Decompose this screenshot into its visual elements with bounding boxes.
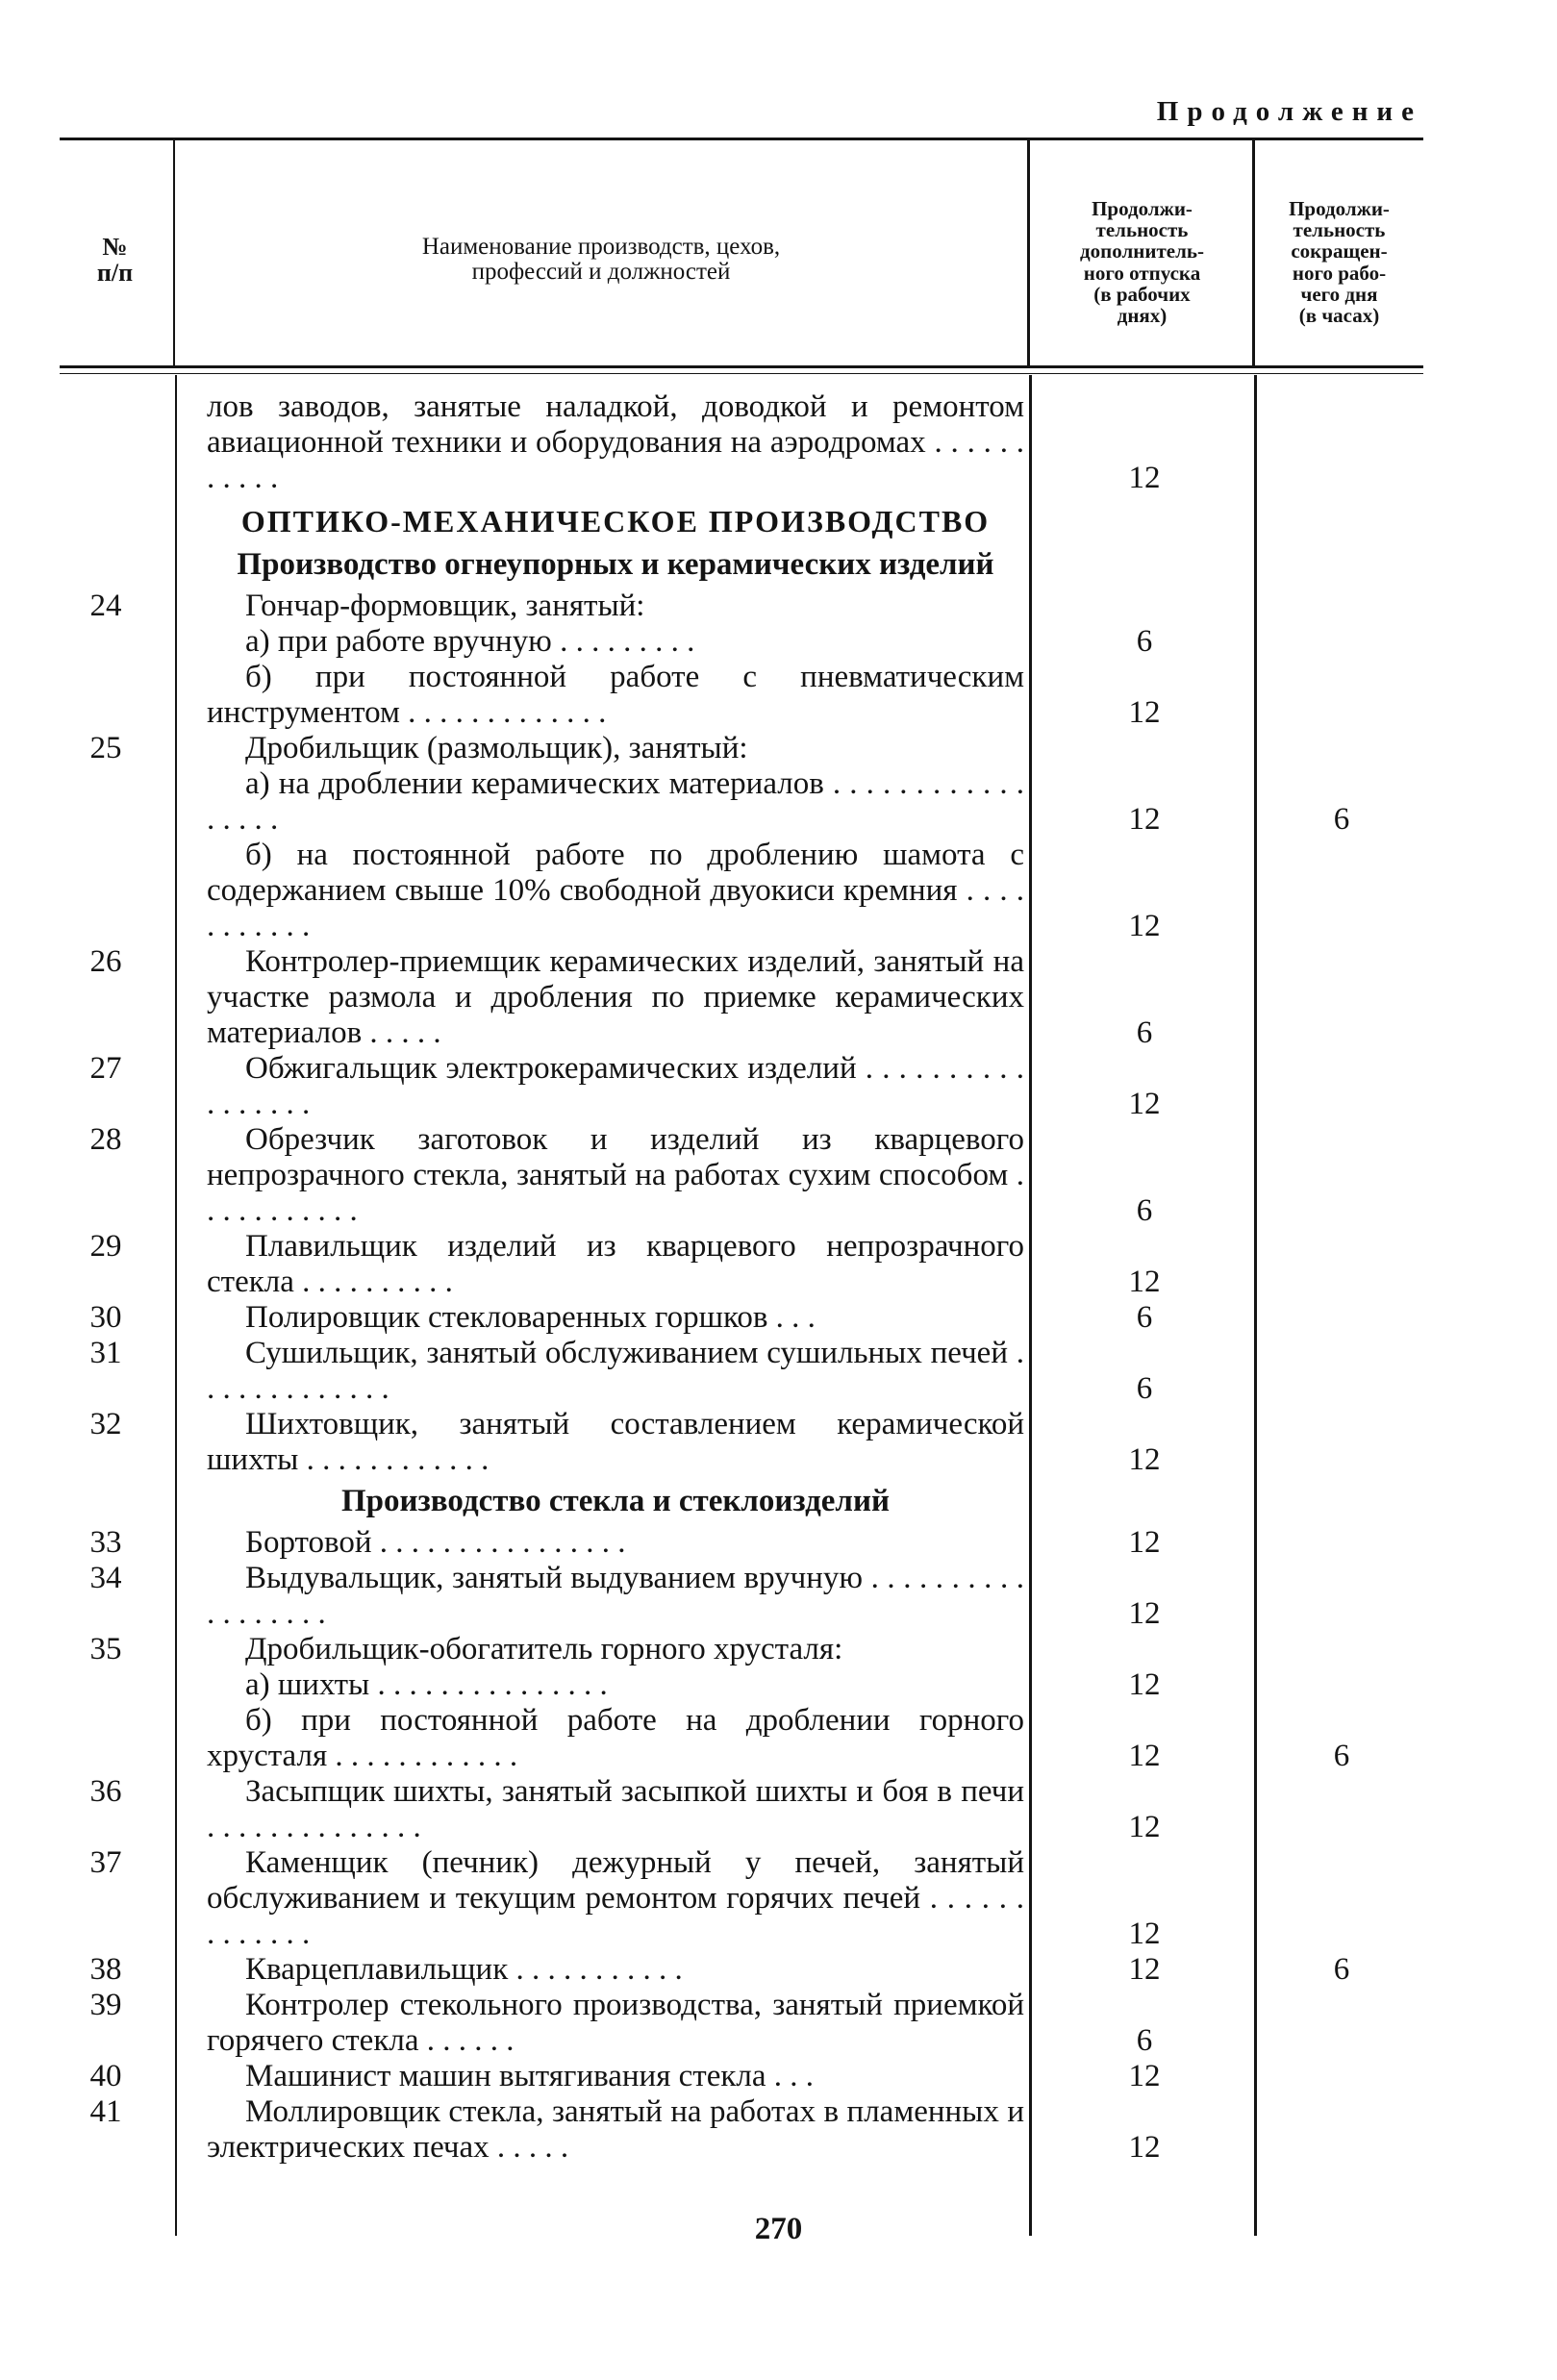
subsection-title-2: Производство стекла и стеклоизделий xyxy=(341,1484,890,1518)
table-row xyxy=(0,1525,1557,1561)
row-days: 12 xyxy=(1128,1667,1161,1702)
row-text: б) при постоянной работе с пневматическим инструментом . . . . . . . . . . . . . xyxy=(207,660,1024,730)
row-number: 24 xyxy=(89,589,122,623)
row-days: 6 xyxy=(1136,1193,1153,1228)
row-days: 12 xyxy=(1128,1087,1161,1121)
row-text: а) при работе вручную . . . . . . . . . xyxy=(245,624,695,659)
row-number: 40 xyxy=(89,2059,122,2093)
header-number: № п/п xyxy=(96,232,134,287)
table-row xyxy=(0,589,1557,624)
table-row xyxy=(0,1229,1557,1300)
continuation-label: Продолжение xyxy=(1156,96,1422,127)
row-number: 39 xyxy=(89,1988,122,2022)
col-divider-2-header xyxy=(1027,140,1030,365)
row-number: 38 xyxy=(89,1952,122,1987)
header-bottom-rule xyxy=(60,365,1423,368)
row-number: 28 xyxy=(89,1122,122,1157)
row-days: 12 xyxy=(1128,2059,1161,2093)
row-text: Шихтовщик, занятый составлением керамической шихты . . . . . . . . . . . . xyxy=(207,1407,1024,1477)
row-days: 12 xyxy=(1128,1442,1161,1477)
row-text: Каменщик (печник) дежурный у печей, занятый обслуживанием и текущим ремонтом горячих печей . . . . . . . . . . . . . xyxy=(207,1845,1024,1951)
table-body xyxy=(0,389,1557,2166)
row-number: 35 xyxy=(89,1632,122,1666)
row-text: Бортовой . . . . . . . . . . . . . . . . xyxy=(245,1525,626,1560)
subsection-title-1: Производство огнеупорных и керамических изделий xyxy=(237,547,994,582)
table-row xyxy=(0,2094,1557,2166)
row-text: Выдувальщик, занятый выдуванием вручную . . . . . . . . . . . . . . . . . . xyxy=(207,1561,1024,1631)
row-number: 33 xyxy=(89,1525,122,1560)
row-number: 36 xyxy=(89,1774,122,1809)
row-days: 12 xyxy=(1128,1265,1161,1299)
table-row xyxy=(0,624,1557,660)
table-row xyxy=(0,1300,1557,1336)
row-days: 12 xyxy=(1128,1596,1161,1631)
row-text: Гончар-формовщик, занятый: xyxy=(245,589,645,623)
row-days: 6 xyxy=(1136,624,1153,659)
table-row xyxy=(0,1667,1557,1703)
table-row xyxy=(0,838,1557,944)
row-number: 31 xyxy=(89,1336,122,1370)
header-top-rule xyxy=(60,138,1423,140)
row-days: 12 xyxy=(1128,1917,1161,1951)
row-hours: 6 xyxy=(1333,1952,1350,1987)
section-title: ОПТИКО-МЕХАНИЧЕСКОЕ ПРОИЗВОДСТВО xyxy=(240,504,991,539)
row-days: 12 xyxy=(1128,1525,1161,1560)
row-hours: 6 xyxy=(1333,1739,1350,1773)
row-text: Машинист машин вытягивания стекла . . . xyxy=(245,2059,815,2093)
page-number: 270 xyxy=(754,2212,803,2246)
row-text: а) шихты . . . . . . . . . . . . . . . xyxy=(245,1667,608,1702)
row-number: 30 xyxy=(89,1300,122,1335)
table-row xyxy=(0,1122,1557,1229)
row-days: 6 xyxy=(1136,1300,1153,1335)
rows-group-1 xyxy=(0,589,1557,1478)
row-text: а) на дроблении керамических материалов . . . . . . . . . . . . . . . . . xyxy=(207,766,1024,837)
row-number: 25 xyxy=(89,731,122,765)
row-days: 12 xyxy=(1128,909,1161,943)
row-days: 6 xyxy=(1136,1015,1153,1050)
table-row xyxy=(0,2059,1557,2094)
row-number: 41 xyxy=(89,2094,122,2129)
row-days: 12 xyxy=(1128,2130,1161,2165)
row-days: 12 xyxy=(1128,802,1161,837)
row-days: 12 xyxy=(1128,1739,1161,1773)
row-text: Моллировщик стекла, занятый на работах в пламенных и электрических печах . . . . . xyxy=(207,2094,1024,2165)
row-days: 12 xyxy=(1128,695,1161,730)
table-row xyxy=(0,1774,1557,1845)
table-row xyxy=(0,1336,1557,1407)
table-row xyxy=(0,1845,1557,1952)
row-text: Контролер-приемщик керамических изделий, занятый на участке размола и дробления по приемке керамических материалов . . . . . xyxy=(207,944,1024,1050)
row-text: Кварцеплавильщик . . . . . . . . . . . xyxy=(245,1952,683,1987)
table-row xyxy=(0,1632,1557,1667)
header-name: Наименование производств, цехов, профессий и должностей xyxy=(421,233,781,285)
row-days: 12 xyxy=(1128,1810,1161,1844)
table-row xyxy=(0,766,1557,838)
table-row xyxy=(0,731,1557,766)
row-text: Засыпщик шихты, занятый засыпкой шихты и боя в печи . . . . . . . . . . . . . . xyxy=(207,1774,1024,1844)
header-underline-rule xyxy=(60,373,1423,374)
row-number: 37 xyxy=(89,1845,122,1880)
row-text: Сушильщик, занятый обслуживанием сушильных печей . . . . . . . . . . . . . xyxy=(207,1336,1024,1406)
table-row xyxy=(0,1703,1557,1774)
row-number: 34 xyxy=(89,1561,122,1595)
row-hours: 6 xyxy=(1333,802,1350,837)
table-row xyxy=(0,1051,1557,1122)
table-row xyxy=(0,1407,1557,1478)
row-text: б) при постоянной работе на дроблении горного хрусталя . . . . . . . . . . . . xyxy=(207,1703,1024,1773)
header-leave-days: Продолжи- тельность дополнитель- ного отпуска (в рабочих днях) xyxy=(1080,197,1204,327)
row-text: лов заводов, занятые наладкой, доводкой и ремонтом авиационной техники и оборудования на аэродромах . . . . . . . . . . . xyxy=(207,389,1024,495)
table-row xyxy=(0,1561,1557,1632)
table-row-intro xyxy=(0,389,1557,496)
row-text: б) на постоянной работе по дроблению шамота с содержанием свыше 10% свободной двуокиси кремния . . . . . . . . . . . xyxy=(207,838,1024,943)
row-text: Контролер стекольного производства, занятый приемкой горячего стекла . . . . . . xyxy=(207,1988,1024,2058)
row-number: 27 xyxy=(89,1051,122,1086)
row-days: 12 xyxy=(1128,1952,1161,1987)
rows-group-2 xyxy=(0,1525,1557,2166)
row-number: 29 xyxy=(89,1229,122,1264)
col-divider-1-header xyxy=(173,140,175,365)
row-text: Обжигальщик электрокерамических изделий . . . . . . . . . . . . . . . . . xyxy=(207,1051,1024,1121)
row-days: 12 xyxy=(1128,461,1161,495)
row-number: 26 xyxy=(89,944,122,979)
row-text: Обрезчик заготовок и изделий из кварцевого непрозрачного стекла, занятый на работах сухим способом . . . . . . . . . . . xyxy=(207,1122,1024,1228)
row-text: Дробильщик (размольщик), занятый: xyxy=(245,731,748,765)
row-days: 6 xyxy=(1136,2023,1153,2058)
row-days: 6 xyxy=(1136,1371,1153,1406)
table-row xyxy=(0,944,1557,1051)
table-row xyxy=(0,1988,1557,2059)
row-text: Дробильщик-обогатитель горного хрусталя: xyxy=(245,1632,843,1666)
table-row xyxy=(0,1952,1557,1988)
row-text: Полировщик стекловаренных горшков . . . xyxy=(245,1300,816,1335)
row-number: 32 xyxy=(89,1407,122,1441)
header-reduced-hours: Продолжи- тельность сокращен- ного рабо- чего дня (в часах) xyxy=(1289,197,1390,327)
table-row xyxy=(0,660,1557,731)
row-text: Плавильщик изделий из кварцевого непрозрачного стекла . . . . . . . . . . xyxy=(207,1229,1024,1299)
